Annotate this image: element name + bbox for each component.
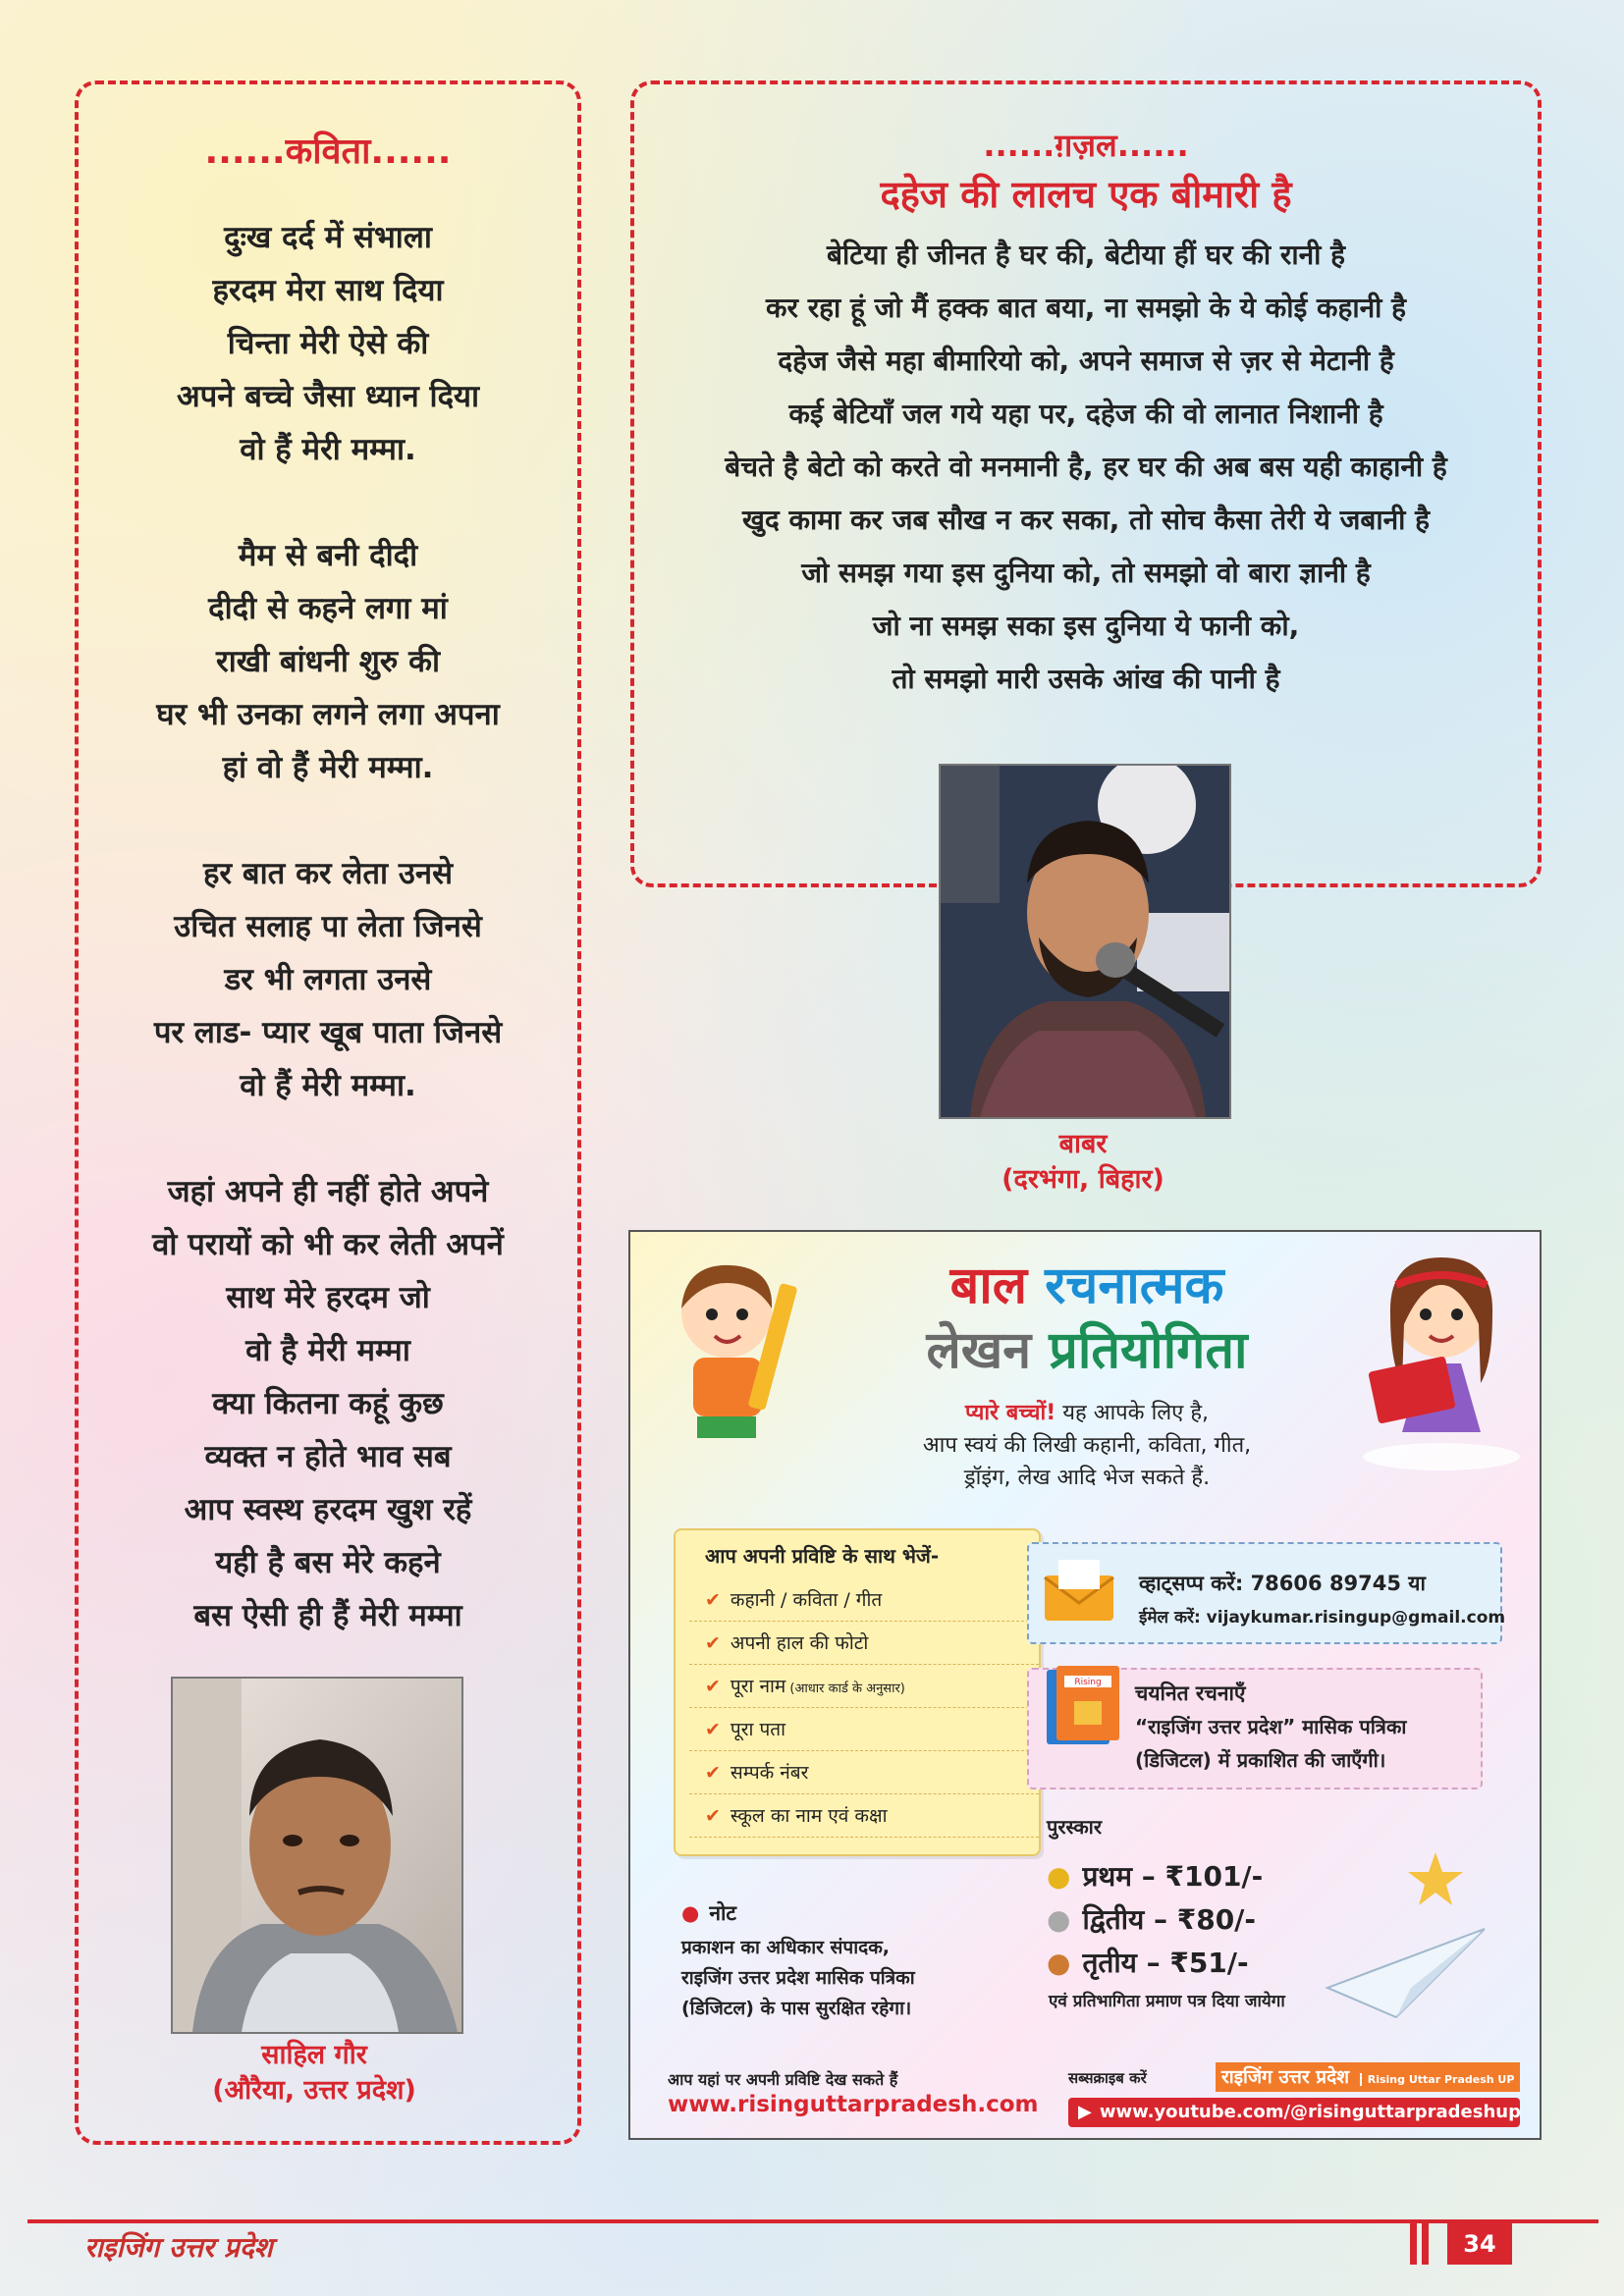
poem-line: व्यक्त न होते भाव सब — [204, 1439, 452, 1474]
checklist-item: ✔ कहानी / कविता / गीत — [689, 1578, 1039, 1622]
brand-badge — [1216, 2062, 1520, 2092]
footer-bars — [1410, 2223, 1434, 2269]
medal-icon: ● — [1047, 1947, 1071, 1979]
poem-line: घर भी उनका लगने लगा अपना — [156, 697, 500, 732]
poem-stanza — [79, 529, 577, 794]
checklist-item: ✔ पूरा नाम (आधार कार्ड के अनुसार) — [689, 1665, 1039, 1708]
poem-line: वो हैं मेरी मम्मा. — [240, 1068, 416, 1103]
prize-list — [1027, 1857, 1341, 1981]
poem-line: हर बात कर लेता उनसे — [202, 856, 454, 891]
footer-brand: राइजिंग उत्तर प्रदेश — [84, 2231, 273, 2264]
poem-line: साथ मेरे हरदम जो — [226, 1280, 430, 1315]
checklist — [676, 1578, 1039, 1838]
medal-icon: ● — [1047, 1860, 1071, 1893]
poem-line: जहां अपने ही नहीं होते अपने — [167, 1174, 489, 1209]
ad-title-word1: बाल — [949, 1256, 1028, 1315]
ghazal-author-photo — [939, 764, 1231, 1119]
ad-intro-highlight: प्यारे बच्चों! — [964, 1401, 1056, 1425]
poem-line: मैम से बनी दीदी — [238, 538, 418, 573]
check-icon: ✔ — [705, 1805, 721, 1827]
poem-line: अपने बच्चे जैसा ध्यान दिया — [176, 379, 480, 414]
ghazal-label: ......ग़ज़ल...... — [983, 127, 1189, 164]
website-link[interactable]: www.risinguttarpradesh.com — [668, 2092, 1039, 2117]
poem-body — [79, 211, 577, 1642]
youtube-play-icon: ▶ — [1078, 2102, 1092, 2122]
youtube-url: www.youtube.com/@risinguttarpradeshup — [1099, 2102, 1521, 2122]
poem-stanza — [79, 847, 577, 1112]
footer-divider — [27, 2219, 1598, 2223]
poem-line: चिन्ता मेरी ऐसे की — [227, 326, 429, 361]
svg-text:Rising: Rising — [1074, 1678, 1102, 1687]
checklist-item: ✔ सम्पर्क नंबर — [689, 1751, 1039, 1794]
selected-line1: “राइजिंग उत्तर प्रदेश” मासिक पत्रिका — [1135, 1715, 1407, 1738]
ghazal-line: खुद कामा कर जब सौख न कर सका, तो सोच कैसा तेरी ये जबानी है — [741, 504, 1431, 536]
poem-author-name: साहिल गौर — [261, 2040, 367, 2070]
prize-section — [1027, 1813, 1341, 2011]
poem-line: वो है मेरी मम्मा — [245, 1333, 410, 1368]
check-icon: ✔ — [705, 1632, 721, 1654]
page-number: 34 — [1447, 2223, 1512, 2265]
brand-badge-hi: राइजिंग उत्तर प्रदेश — [1221, 2066, 1350, 2088]
prize-item: ● द्वितीय – ₹80/- — [1047, 1903, 1257, 1936]
poem-line: आप स्वस्थ हरदम खुश रहें — [184, 1492, 472, 1527]
poem-line: वो परायों को भी कर लेती अपनें — [152, 1227, 504, 1262]
ad-intro-line2: आप स्वयं की लिखी कहानी, कविता, गीत, — [922, 1433, 1252, 1458]
checklist-item: ✔ स्कूल का नाम एवं कक्षा — [689, 1794, 1039, 1838]
ghazal-body — [634, 229, 1538, 706]
checklist-notebook — [674, 1528, 1041, 1856]
ghazal-line: बेटिया ही जीनत है घर की, बेटीया हीं घर की रानी है — [826, 239, 1346, 271]
checklist-item: ✔ पूरा पता — [689, 1708, 1039, 1751]
ad-title — [630, 1254, 1542, 1383]
ghazal-author-place: (दरभंगा, बिहार) — [1001, 1164, 1164, 1195]
poem-line: बस ऐसी ही हैं मेरी मम्मा — [193, 1598, 462, 1633]
note-line: (डिजिटल) के पास सुरक्षित रहेगा। — [681, 1998, 912, 2019]
location-pin-icon: ● — [681, 1901, 700, 1925]
selected-line2: (डिजिटल) में प्रकाशित की जाएँगी। — [1135, 1748, 1386, 1772]
paper-plane-icon — [1318, 1919, 1494, 2027]
star-icon — [1406, 1850, 1465, 1909]
poem-line: हरदम मेरा साथ दिया — [212, 273, 444, 308]
poem-line: वो हैं मेरी मम्मा. — [240, 432, 416, 467]
check-icon: ✔ — [705, 1676, 721, 1697]
poem-line: हां वो हैं मेरी मम्मा. — [222, 750, 434, 785]
note-body — [681, 1933, 1035, 2024]
subscribe-label: सब्सक्राइब करें — [1068, 2069, 1147, 2087]
ghazal-line: बेचते है बेटो को करते वो मनमानी है, हर घर की अब बस यही काहानी है — [725, 451, 1447, 483]
ad-intro — [630, 1397, 1542, 1494]
poem-line: राखी बांधनी शुरु की — [216, 644, 440, 679]
check-icon: ✔ — [705, 1719, 721, 1740]
poem-line: यही है बस मेरे कहने — [215, 1545, 441, 1580]
note-title: नोट — [709, 1901, 737, 1925]
ghazal-title: दहेज की लालच एक बीमारी है — [880, 173, 1292, 216]
envelope-icon — [1043, 1556, 1115, 1625]
prize-item: ● प्रथम – ₹101/- — [1047, 1860, 1264, 1893]
poem-stanza — [79, 211, 577, 476]
check-icon: ✔ — [705, 1762, 721, 1784]
selected-panel — [1027, 1668, 1483, 1789]
poem-line: उचित सलाह पा लेता जिनसे — [174, 909, 482, 944]
ad-title-word2: रचनात्मक — [1045, 1256, 1224, 1315]
poem-author-photo — [171, 1677, 463, 2034]
checklist-title: आप अपनी प्रविष्टि के साथ भेजें- — [705, 1544, 940, 1568]
name-note: (आधार कार्ड के अनुसार) — [785, 1682, 905, 1696]
youtube-link[interactable] — [1068, 2098, 1520, 2127]
ad-intro-line1: यह आपके लिए है, — [1062, 1401, 1210, 1425]
whatsapp-text: व्हाट्सप्प करें: 78606 89745 या — [1139, 1572, 1426, 1595]
ghazal-author-name: बाबर — [1058, 1129, 1108, 1159]
prize-title: पुरस्कार — [1047, 1815, 1103, 1839]
ad-title-word3: लेखन — [926, 1321, 1032, 1380]
medal-icon: ● — [1047, 1903, 1071, 1936]
contact-panel — [1027, 1542, 1506, 1644]
poem-line: पर लाड- प्यार खूब पाता जिनसे — [153, 1015, 503, 1050]
ghazal-line: कई बेटियाँ जल गये यहा पर, दहेज की वो लानात निशानी है — [788, 398, 1383, 430]
poem-title: ......कविता...... — [204, 132, 452, 172]
ad-intro-line3: ड्रॉइंग, लेख आदि भेज सकते हैं. — [963, 1466, 1211, 1490]
ghazal-line: जो ना समझ सका इस दुनिया ये फानी को, — [872, 610, 1300, 642]
check-icon: ✔ — [705, 1589, 721, 1611]
brand-badge-en: Rising Uttar Pradesh UP — [1360, 2073, 1515, 2086]
poem-author-place: (औरैया, उत्तर प्रदेश) — [212, 2075, 416, 2106]
ad-title-word4: प्रतियोगिता — [1049, 1321, 1248, 1380]
magazine-icon — [1041, 1662, 1129, 1750]
poem-line: क्या कितना कहूं कुछ — [212, 1386, 444, 1421]
poem-line: दुःख दर्द में संभाला — [224, 220, 432, 255]
poem-line: डर भी लगता उनसे — [224, 962, 432, 997]
poem-stanza — [79, 1165, 577, 1642]
ghazal-line: तो समझो मारी उसके आंख की पानी है — [892, 663, 1280, 695]
prize-item: ● तृतीय – ₹51/- — [1047, 1947, 1249, 1979]
selected-title: चयनित रचनाएँ — [1135, 1682, 1246, 1705]
ghazal-line: दहेज जैसे महा बीमारियो को, अपने समाज से ज़र से मेटानी है — [778, 345, 1394, 377]
ghazal-line: जो समझ गया इस दुनिया को, तो समझो वो बारा ज्ञानी है — [801, 557, 1371, 589]
note-line: प्रकाशन का अधिकार संपादक, — [681, 1937, 891, 1958]
note-line: राइजिंग उत्तर प्रदेश मासिक पत्रिका — [681, 1967, 915, 1989]
competition-ad — [628, 1230, 1542, 2140]
poem-author-caption — [137, 2038, 491, 2109]
note-panel — [681, 1899, 1035, 2047]
ghazal-author-caption — [903, 1127, 1263, 1198]
email-text: ईमेल करें: vijaykumar.risingup@gmail.com — [1139, 1608, 1506, 1628]
poem-line: दीदी से कहने लगा मां — [208, 591, 448, 626]
certificate-text: एवं प्रतिभागिता प्रमाण पत्र दिया जायेगा — [1049, 1992, 1285, 2011]
ghazal-line: कर रहा हूं जो मैं हक्क बात बया, ना समझो के ये कोई कहानी है — [765, 292, 1406, 324]
website-label: आप यहां पर अपनी प्रविष्टि देख सकते हैं — [668, 2070, 898, 2089]
checklist-item: ✔ अपनी हाल की फोटो — [689, 1622, 1039, 1665]
